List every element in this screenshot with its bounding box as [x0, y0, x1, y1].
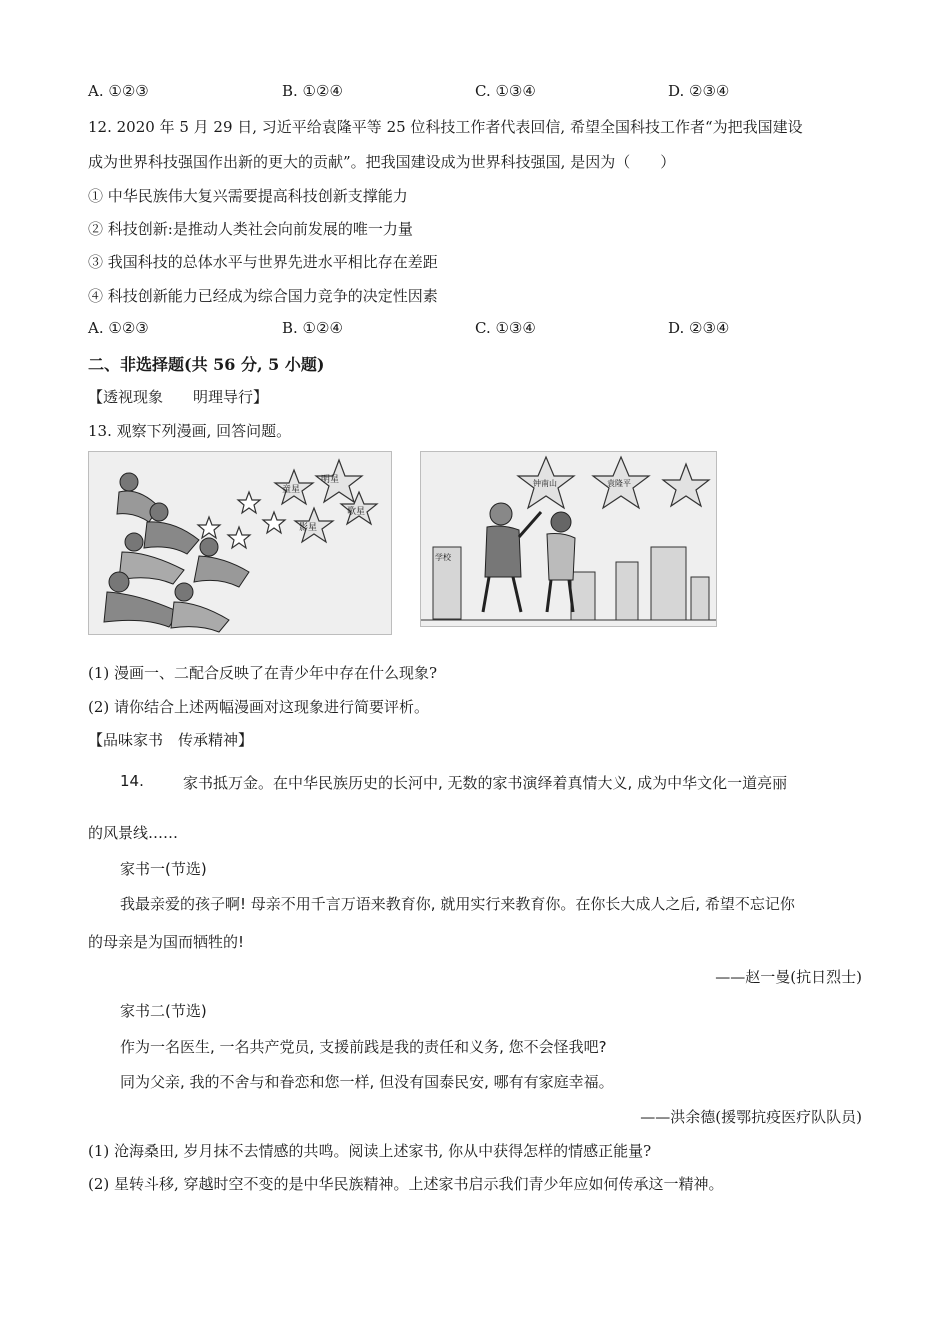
- q11-option-d: D. ②③④: [668, 82, 730, 100]
- q13-question-1: (1) 漫画一、二配合反映了在青少年中存在什么现象?: [88, 664, 438, 682]
- q12-item-1: ① 中华民族伟大复兴需要提高科技创新支撑能力: [88, 187, 408, 205]
- cartoon-two-label-3: 学校: [435, 553, 451, 562]
- letter-one-line1: 我最亲爱的孩子啊! 母亲不用千言万语来教育你, 就用实行来教育你。在你长大成人之后, 希望不忘记你: [120, 895, 795, 913]
- section-subheading-1: 【透视现象 明理导行】: [88, 388, 269, 406]
- cartoon-one-label-4: 童星: [282, 485, 301, 495]
- section-subheading-2: 【品味家书 传承精神】: [88, 731, 254, 749]
- cartoon-one-label-2: 歌星: [347, 507, 366, 517]
- cartoon-two-label-1: 钟南山: [533, 479, 557, 488]
- cartoon-one: [88, 451, 392, 635]
- q12-option-c: C. ①③④: [475, 319, 536, 337]
- letter-two-line2: 同为父亲, 我的不舍与和眷恋和您一样, 但没有国泰民安, 哪有有家庭幸福。: [120, 1073, 614, 1091]
- q12-stem-line2: 成为世界科技强国作出新的更大的贡献”。把我国建设成为世界科技强国, 是因为（ ）: [88, 153, 676, 171]
- section-title: 二、非选择题(共 56 分, 5 小题): [88, 355, 325, 374]
- q12-item-2: ② 科技创新:是推动人类社会向前发展的唯一力量: [88, 220, 413, 238]
- letter-one-title: 家书一(节选): [120, 860, 207, 878]
- letter-two-title: 家书二(节选): [120, 1002, 207, 1020]
- q12-stem-line1: 12. 2020 年 5 月 29 日, 习近平给袁隆平等 25 位科技工作者代表回信, 希望全国科技工作者“为把我国建设: [88, 118, 803, 136]
- cartoon-one-label-3: 影星: [299, 523, 318, 533]
- cartoon-one-label-1: 明星: [321, 475, 340, 485]
- letter-one-line2: 的母亲是为国而牺牲的!: [88, 933, 245, 951]
- q14-number: 14.: [120, 772, 144, 790]
- q12-item-3: ③ 我国科技的总体水平与世界先进水平相比存在差距: [88, 253, 438, 271]
- q11-option-c: C. ①③④: [475, 82, 536, 100]
- cartoon-two-drawing: [421, 452, 716, 626]
- q14-question-2: (2) 星转斗移, 穿越时空不变的是中华民族精神。上述家书启示我们青少年应如何传承这一精神。: [88, 1175, 724, 1193]
- q13-question-2: (2) 请你结合上述两幅漫画对这现象进行简要评析。: [88, 698, 430, 716]
- letter-two-line1: 作为一名医生, 一名共产党员, 支援前践是我的责任和义务, 您不会怪我吧?: [120, 1038, 607, 1056]
- q12-item-4: ④ 科技创新能力已经成为综合国力竞争的决定性因素: [88, 287, 438, 305]
- q14-question-1: (1) 沧海桑田, 岁月抹不去情感的共鸣。阅读上述家书, 你从中获得怎样的情感正能量?: [88, 1142, 652, 1160]
- letter-one-signature: ——赵一曼(抗日烈士): [715, 968, 862, 986]
- q11-option-a: A. ①②③: [88, 82, 149, 100]
- q12-option-d: D. ②③④: [668, 319, 730, 337]
- letter-two-signature: ——洪余德(援鄂抗疫医疗队队员): [640, 1108, 862, 1126]
- q14-intro-line1: 家书抵万金。在中华民族历史的长河中, 无数的家书演绎着真情大义, 成为中华文化一道亮丽: [183, 774, 788, 792]
- q12-option-a: A. ①②③: [88, 319, 149, 337]
- q14-intro-line2: 的风景线……: [88, 824, 179, 842]
- cartoon-two-label-2: 袁隆平: [607, 479, 631, 488]
- q11-option-b: B. ①②④: [282, 82, 343, 100]
- cartoon-one-drawing: [89, 452, 391, 634]
- q12-option-b: B. ①②④: [282, 319, 343, 337]
- q13-stem: 13. 观察下列漫画, 回答问题。: [88, 422, 292, 440]
- cartoon-two: [420, 451, 717, 627]
